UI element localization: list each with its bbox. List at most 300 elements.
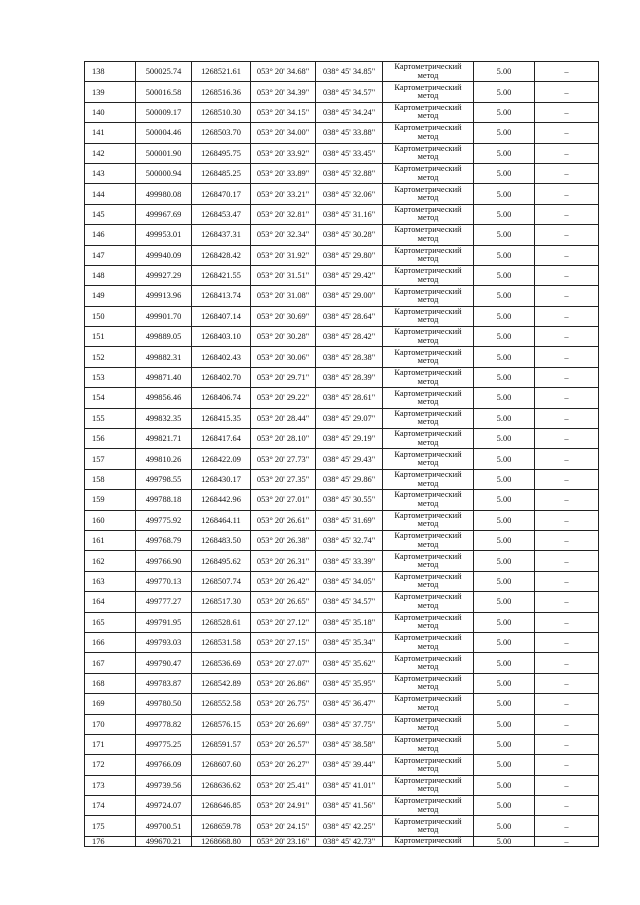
longitude-cell: 038° 45' 28.64" bbox=[316, 306, 383, 326]
y-coordinate-cell: 1268636.62 bbox=[192, 775, 251, 795]
method-label-line-2: метод bbox=[417, 478, 439, 488]
description-cell: – bbox=[535, 755, 599, 775]
description-cell: – bbox=[535, 592, 599, 612]
latitude-cell: 053° 20' 26.61" bbox=[251, 510, 316, 530]
method-label-line-1: Картометрический bbox=[394, 347, 462, 357]
error-cell: 5.00 bbox=[474, 163, 535, 183]
table-row bbox=[85, 469, 599, 489]
method-label-line-2: метод bbox=[417, 233, 439, 243]
method-label-line-1: Картометрический bbox=[394, 245, 462, 255]
method-label-line-1: Картометрический bbox=[394, 286, 462, 296]
latitude-cell: 053° 20' 26.69" bbox=[251, 714, 316, 734]
point-number-cell: 144 bbox=[85, 184, 136, 204]
x-coordinate-cell: 500001.90 bbox=[136, 143, 192, 163]
latitude-cell: 053° 20' 28.44" bbox=[251, 408, 316, 428]
y-coordinate-cell: 1268442.96 bbox=[192, 490, 251, 510]
description-cell: – bbox=[535, 734, 599, 754]
y-coordinate-cell: 1268415.35 bbox=[192, 408, 251, 428]
longitude-cell: 038° 45' 34.57" bbox=[316, 82, 383, 102]
y-coordinate-cell: 1268453.47 bbox=[192, 204, 251, 224]
error-cell: 5.00 bbox=[474, 367, 535, 387]
description-cell: – bbox=[535, 551, 599, 571]
longitude-cell: 038° 45' 29.00" bbox=[316, 286, 383, 306]
method-label-line-2: метод bbox=[417, 702, 439, 712]
method-cell bbox=[383, 469, 474, 489]
method-label-line-2: метод bbox=[417, 437, 439, 447]
table-row bbox=[85, 449, 599, 469]
y-coordinate-cell: 1268402.43 bbox=[192, 347, 251, 367]
y-coordinate-cell: 1268531.58 bbox=[192, 632, 251, 652]
method-label-line-1: Картометрический bbox=[394, 592, 462, 602]
latitude-cell: 053° 20' 27.15" bbox=[251, 632, 316, 652]
longitude-cell: 038° 45' 35.95" bbox=[316, 673, 383, 693]
error-cell: 5.00 bbox=[474, 102, 535, 122]
table-row bbox=[85, 388, 599, 408]
table-row bbox=[85, 775, 599, 795]
table-row bbox=[85, 163, 599, 183]
point-number-cell: 174 bbox=[85, 796, 136, 816]
latitude-cell: 053° 20' 34.00" bbox=[251, 123, 316, 143]
method-cell bbox=[383, 571, 474, 591]
error-cell: 5.00 bbox=[474, 143, 535, 163]
y-coordinate-cell: 1268552.58 bbox=[192, 694, 251, 714]
table-row bbox=[85, 62, 599, 82]
method-label-line-1: Картометрический bbox=[394, 755, 462, 765]
description-cell: – bbox=[535, 408, 599, 428]
method-label-line-1: Картометрический bbox=[394, 82, 462, 92]
table-row bbox=[85, 429, 599, 449]
method-label-line-1: Картометрический bbox=[394, 490, 462, 500]
x-coordinate-cell: 499700.51 bbox=[136, 816, 192, 836]
method-label-line-1: Картометрический bbox=[394, 306, 462, 316]
x-coordinate-cell: 500016.58 bbox=[136, 82, 192, 102]
error-cell: 5.00 bbox=[474, 673, 535, 693]
description-cell: – bbox=[535, 245, 599, 265]
error-cell: 5.00 bbox=[474, 469, 535, 489]
method-label-line-1: Картометрический bbox=[394, 368, 462, 378]
y-coordinate-cell: 1268536.69 bbox=[192, 653, 251, 673]
x-coordinate-cell: 499766.90 bbox=[136, 551, 192, 571]
method-label-line-1: Картометрический bbox=[394, 62, 462, 72]
table-row bbox=[85, 245, 599, 265]
method-label-line-2: метод bbox=[417, 417, 439, 427]
method-cell bbox=[383, 143, 474, 163]
description-cell: – bbox=[535, 204, 599, 224]
y-coordinate-cell: 1268510.30 bbox=[192, 102, 251, 122]
description-cell: – bbox=[535, 286, 599, 306]
point-number-cell: 161 bbox=[85, 530, 136, 550]
method-label-line-2: метод bbox=[417, 335, 439, 345]
y-coordinate-cell: 1268437.31 bbox=[192, 225, 251, 245]
method-label-line-2: метод bbox=[417, 600, 439, 610]
error-cell: 5.00 bbox=[474, 632, 535, 652]
latitude-cell: 053° 20' 26.86" bbox=[251, 673, 316, 693]
longitude-cell: 038° 45' 35.62" bbox=[316, 653, 383, 673]
point-number-cell: 142 bbox=[85, 143, 136, 163]
latitude-cell: 053° 20' 23.16" bbox=[251, 836, 316, 846]
longitude-cell: 038° 45' 34.05" bbox=[316, 571, 383, 591]
error-cell: 5.00 bbox=[474, 612, 535, 632]
method-label-line-2: метод bbox=[417, 498, 439, 508]
longitude-cell: 038° 45' 33.39" bbox=[316, 551, 383, 571]
x-coordinate-cell: 499724.07 bbox=[136, 796, 192, 816]
method-label-line-1: Картометрический bbox=[394, 816, 462, 826]
method-label-line-1: Картометрический bbox=[394, 531, 462, 541]
table-row bbox=[85, 816, 599, 836]
description-cell: – bbox=[535, 816, 599, 836]
latitude-cell: 053° 20' 32.81" bbox=[251, 204, 316, 224]
x-coordinate-cell: 499783.87 bbox=[136, 673, 192, 693]
longitude-cell: 038° 45' 33.45" bbox=[316, 143, 383, 163]
description-cell: – bbox=[535, 510, 599, 530]
error-cell: 5.00 bbox=[474, 836, 535, 846]
method-label-line-1: Картометрический bbox=[394, 694, 462, 704]
latitude-cell: 053° 20' 26.31" bbox=[251, 551, 316, 571]
description-cell: – bbox=[535, 163, 599, 183]
method-cell bbox=[383, 286, 474, 306]
table-row bbox=[85, 796, 599, 816]
method-label-line-2: метод bbox=[417, 621, 439, 631]
y-coordinate-cell: 1268422.09 bbox=[192, 449, 251, 469]
longitude-cell: 038° 45' 31.69" bbox=[316, 510, 383, 530]
y-coordinate-cell: 1268495.75 bbox=[192, 143, 251, 163]
point-number-cell: 158 bbox=[85, 469, 136, 489]
method-label-line-1: Картометрический bbox=[394, 836, 462, 845]
point-number-cell: 162 bbox=[85, 551, 136, 571]
latitude-cell: 053° 20' 30.06" bbox=[251, 347, 316, 367]
x-coordinate-cell: 499832.35 bbox=[136, 408, 192, 428]
y-coordinate-cell: 1268485.25 bbox=[192, 163, 251, 183]
point-number-cell: 166 bbox=[85, 632, 136, 652]
error-cell: 5.00 bbox=[474, 653, 535, 673]
x-coordinate-cell: 499790.47 bbox=[136, 653, 192, 673]
latitude-cell: 053° 20' 24.15" bbox=[251, 816, 316, 836]
table-row bbox=[85, 673, 599, 693]
table-row bbox=[85, 225, 599, 245]
table-row bbox=[85, 265, 599, 285]
y-coordinate-cell: 1268521.61 bbox=[192, 62, 251, 82]
table-row bbox=[85, 530, 599, 550]
x-coordinate-cell: 499901.70 bbox=[136, 306, 192, 326]
error-cell: 5.00 bbox=[474, 408, 535, 428]
table-row bbox=[85, 102, 599, 122]
y-coordinate-cell: 1268576.15 bbox=[192, 714, 251, 734]
point-number-cell: 139 bbox=[85, 82, 136, 102]
point-number-cell: 152 bbox=[85, 347, 136, 367]
method-label-line-2: метод bbox=[417, 682, 439, 692]
description-cell: – bbox=[535, 347, 599, 367]
point-number-cell: 140 bbox=[85, 102, 136, 122]
x-coordinate-cell: 499980.08 bbox=[136, 184, 192, 204]
method-label-line-1: Картометрический bbox=[394, 612, 462, 622]
method-cell bbox=[383, 225, 474, 245]
method-label-line-2: метод bbox=[417, 213, 439, 223]
x-coordinate-cell: 499775.92 bbox=[136, 510, 192, 530]
table-row bbox=[85, 694, 599, 714]
y-coordinate-cell: 1268413.74 bbox=[192, 286, 251, 306]
method-label-line-1: Картометрический bbox=[394, 653, 462, 663]
description-cell: – bbox=[535, 796, 599, 816]
method-label-line-2: метод bbox=[417, 560, 439, 570]
description-cell: – bbox=[535, 265, 599, 285]
table-row bbox=[85, 123, 599, 143]
error-cell: 5.00 bbox=[474, 286, 535, 306]
longitude-cell: 038° 45' 36.47" bbox=[316, 694, 383, 714]
method-label-line-2: метод bbox=[417, 825, 439, 835]
method-label-line-1: Картометрический bbox=[394, 184, 462, 194]
method-cell bbox=[383, 408, 474, 428]
table-row bbox=[85, 204, 599, 224]
method-label-line-2: метод bbox=[417, 641, 439, 651]
point-number-cell: 175 bbox=[85, 816, 136, 836]
table-row bbox=[85, 347, 599, 367]
latitude-cell: 053° 20' 33.89" bbox=[251, 163, 316, 183]
point-number-cell: 149 bbox=[85, 286, 136, 306]
description-cell: – bbox=[535, 673, 599, 693]
x-coordinate-cell: 499953.01 bbox=[136, 225, 192, 245]
latitude-cell: 053° 20' 27.73" bbox=[251, 449, 316, 469]
point-number-cell: 159 bbox=[85, 490, 136, 510]
latitude-cell: 053° 20' 30.69" bbox=[251, 306, 316, 326]
table-row bbox=[85, 490, 599, 510]
x-coordinate-cell: 499768.79 bbox=[136, 530, 192, 550]
table-row bbox=[85, 367, 599, 387]
longitude-cell: 038° 45' 42.73" bbox=[316, 836, 383, 846]
x-coordinate-cell: 499778.82 bbox=[136, 714, 192, 734]
x-coordinate-cell: 499913.96 bbox=[136, 286, 192, 306]
latitude-cell: 053° 20' 34.15" bbox=[251, 102, 316, 122]
latitude-cell: 053° 20' 31.51" bbox=[251, 265, 316, 285]
point-number-cell: 154 bbox=[85, 388, 136, 408]
error-cell: 5.00 bbox=[474, 265, 535, 285]
method-cell bbox=[383, 245, 474, 265]
method-label-line-1: Картометрический bbox=[394, 408, 462, 418]
method-cell bbox=[383, 82, 474, 102]
method-label-line-1: Картометрический bbox=[394, 327, 462, 337]
y-coordinate-cell: 1268464.11 bbox=[192, 510, 251, 530]
y-coordinate-cell: 1268528.61 bbox=[192, 612, 251, 632]
method-label-line-2: метод bbox=[417, 763, 439, 773]
point-number-cell: 171 bbox=[85, 734, 136, 754]
method-cell bbox=[383, 734, 474, 754]
method-cell bbox=[383, 347, 474, 367]
error-cell: 5.00 bbox=[474, 775, 535, 795]
method-label-line-1: Картометрический bbox=[394, 796, 462, 806]
latitude-cell: 053° 20' 29.71" bbox=[251, 367, 316, 387]
method-label-line-2: метод bbox=[417, 70, 439, 80]
description-cell: – bbox=[535, 775, 599, 795]
x-coordinate-cell: 499889.05 bbox=[136, 327, 192, 347]
y-coordinate-cell: 1268417.64 bbox=[192, 429, 251, 449]
description-cell: – bbox=[535, 327, 599, 347]
description-cell: – bbox=[535, 184, 599, 204]
point-number-cell: 167 bbox=[85, 653, 136, 673]
x-coordinate-cell: 499766.09 bbox=[136, 755, 192, 775]
method-label-line-1: Картометрический bbox=[394, 510, 462, 520]
description-cell: – bbox=[535, 694, 599, 714]
point-number-cell: 163 bbox=[85, 571, 136, 591]
description-cell: – bbox=[535, 102, 599, 122]
table-row bbox=[85, 755, 599, 775]
x-coordinate-cell: 499967.69 bbox=[136, 204, 192, 224]
longitude-cell: 038° 45' 32.88" bbox=[316, 163, 383, 183]
method-cell bbox=[383, 184, 474, 204]
method-cell bbox=[383, 836, 474, 846]
latitude-cell: 053° 20' 27.35" bbox=[251, 469, 316, 489]
y-coordinate-cell: 1268428.42 bbox=[192, 245, 251, 265]
longitude-cell: 038° 45' 28.61" bbox=[316, 388, 383, 408]
method-cell bbox=[383, 163, 474, 183]
longitude-cell: 038° 45' 33.88" bbox=[316, 123, 383, 143]
method-cell bbox=[383, 816, 474, 836]
x-coordinate-cell: 499798.55 bbox=[136, 469, 192, 489]
method-label-line-1: Картометрический bbox=[394, 429, 462, 439]
point-number-cell: 176 bbox=[85, 836, 136, 846]
longitude-cell: 038° 45' 34.57" bbox=[316, 592, 383, 612]
latitude-cell: 053° 20' 34.68" bbox=[251, 62, 316, 82]
point-number-cell: 157 bbox=[85, 449, 136, 469]
error-cell: 5.00 bbox=[474, 306, 535, 326]
error-cell: 5.00 bbox=[474, 449, 535, 469]
point-number-cell: 169 bbox=[85, 694, 136, 714]
x-coordinate-cell: 499739.56 bbox=[136, 775, 192, 795]
y-coordinate-cell: 1268403.10 bbox=[192, 327, 251, 347]
point-number-cell: 138 bbox=[85, 62, 136, 82]
method-label-line-2: метод bbox=[417, 315, 439, 325]
longitude-cell: 038° 45' 29.86" bbox=[316, 469, 383, 489]
y-coordinate-cell: 1268607.60 bbox=[192, 755, 251, 775]
method-label-line-1: Картометрический bbox=[394, 164, 462, 174]
longitude-cell: 038° 45' 28.39" bbox=[316, 367, 383, 387]
x-coordinate-cell: 499788.18 bbox=[136, 490, 192, 510]
table-row bbox=[85, 612, 599, 632]
latitude-cell: 053° 20' 26.65" bbox=[251, 592, 316, 612]
description-cell: – bbox=[535, 82, 599, 102]
latitude-cell: 053° 20' 26.57" bbox=[251, 734, 316, 754]
method-label-line-2: метод bbox=[417, 274, 439, 284]
point-number-cell: 143 bbox=[85, 163, 136, 183]
table-row bbox=[85, 734, 599, 754]
longitude-cell: 038° 45' 28.38" bbox=[316, 347, 383, 367]
x-coordinate-cell: 499810.26 bbox=[136, 449, 192, 469]
latitude-cell: 053° 20' 25.41" bbox=[251, 775, 316, 795]
point-number-cell: 172 bbox=[85, 755, 136, 775]
longitude-cell: 038° 45' 37.75" bbox=[316, 714, 383, 734]
table-row bbox=[85, 836, 599, 846]
latitude-cell: 053° 20' 32.34" bbox=[251, 225, 316, 245]
y-coordinate-cell: 1268495.62 bbox=[192, 551, 251, 571]
latitude-cell: 053° 20' 31.08" bbox=[251, 286, 316, 306]
error-cell: 5.00 bbox=[474, 225, 535, 245]
description-cell: – bbox=[535, 123, 599, 143]
method-cell bbox=[383, 429, 474, 449]
point-number-cell: 156 bbox=[85, 429, 136, 449]
latitude-cell: 053° 20' 34.39" bbox=[251, 82, 316, 102]
table-row bbox=[85, 327, 599, 347]
method-cell bbox=[383, 204, 474, 224]
point-number-cell: 145 bbox=[85, 204, 136, 224]
longitude-cell: 038° 45' 32.06" bbox=[316, 184, 383, 204]
error-cell: 5.00 bbox=[474, 490, 535, 510]
x-coordinate-cell: 500009.17 bbox=[136, 102, 192, 122]
method-label-line-2: метод bbox=[417, 254, 439, 264]
method-label-line-1: Картометрический bbox=[394, 714, 462, 724]
longitude-cell: 038° 45' 41.56" bbox=[316, 796, 383, 816]
x-coordinate-cell: 499821.71 bbox=[136, 429, 192, 449]
description-cell: – bbox=[535, 490, 599, 510]
point-number-cell: 173 bbox=[85, 775, 136, 795]
x-coordinate-cell: 499927.29 bbox=[136, 265, 192, 285]
longitude-cell: 038° 45' 30.55" bbox=[316, 490, 383, 510]
error-cell: 5.00 bbox=[474, 816, 535, 836]
table-row bbox=[85, 714, 599, 734]
y-coordinate-cell: 1268483.50 bbox=[192, 530, 251, 550]
y-coordinate-cell: 1268516.36 bbox=[192, 82, 251, 102]
method-label-line-1: Картометрический bbox=[394, 551, 462, 561]
y-coordinate-cell: 1268407.14 bbox=[192, 306, 251, 326]
x-coordinate-cell: 499856.46 bbox=[136, 388, 192, 408]
method-cell bbox=[383, 510, 474, 530]
y-coordinate-cell: 1268470.17 bbox=[192, 184, 251, 204]
longitude-cell: 038° 45' 30.28" bbox=[316, 225, 383, 245]
method-cell bbox=[383, 530, 474, 550]
latitude-cell: 053° 20' 27.01" bbox=[251, 490, 316, 510]
longitude-cell: 038° 45' 29.07" bbox=[316, 408, 383, 428]
latitude-cell: 053° 20' 26.42" bbox=[251, 571, 316, 591]
method-label-line-1: Картометрический bbox=[394, 572, 462, 582]
description-cell: – bbox=[535, 429, 599, 449]
y-coordinate-cell: 1268517.30 bbox=[192, 592, 251, 612]
description-cell: – bbox=[535, 225, 599, 245]
longitude-cell: 038° 45' 41.01" bbox=[316, 775, 383, 795]
description-cell: – bbox=[535, 62, 599, 82]
x-coordinate-cell: 499780.50 bbox=[136, 694, 192, 714]
method-label-line-2: метод bbox=[417, 152, 439, 162]
point-number-cell: 148 bbox=[85, 265, 136, 285]
method-label-line-2: метод bbox=[417, 111, 439, 121]
x-coordinate-cell: 500000.94 bbox=[136, 163, 192, 183]
error-cell: 5.00 bbox=[474, 796, 535, 816]
error-cell: 5.00 bbox=[474, 204, 535, 224]
method-label-line-2: метод bbox=[417, 662, 439, 672]
x-coordinate-cell: 500025.74 bbox=[136, 62, 192, 82]
method-label-line-1: Картометрический bbox=[394, 388, 462, 398]
method-label-line-2: метод bbox=[417, 294, 439, 304]
point-number-cell: 141 bbox=[85, 123, 136, 143]
table-row bbox=[85, 286, 599, 306]
description-cell: – bbox=[535, 449, 599, 469]
error-cell: 5.00 bbox=[474, 62, 535, 82]
latitude-cell: 053° 20' 27.07" bbox=[251, 653, 316, 673]
latitude-cell: 053° 20' 24.91" bbox=[251, 796, 316, 816]
description-cell: – bbox=[535, 714, 599, 734]
description-cell: – bbox=[535, 612, 599, 632]
method-label-line-2: метод bbox=[417, 131, 439, 141]
description-cell: – bbox=[535, 388, 599, 408]
method-cell bbox=[383, 673, 474, 693]
x-coordinate-cell: 499871.40 bbox=[136, 367, 192, 387]
table-row bbox=[85, 184, 599, 204]
latitude-cell: 053° 20' 29.22" bbox=[251, 388, 316, 408]
latitude-cell: 053° 20' 27.12" bbox=[251, 612, 316, 632]
x-coordinate-cell: 499791.95 bbox=[136, 612, 192, 632]
method-cell bbox=[383, 694, 474, 714]
longitude-cell: 038° 45' 38.58" bbox=[316, 734, 383, 754]
method-label-line-1: Картометрический bbox=[394, 205, 462, 215]
latitude-cell: 053° 20' 26.27" bbox=[251, 755, 316, 775]
y-coordinate-cell: 1268591.57 bbox=[192, 734, 251, 754]
table-row bbox=[85, 143, 599, 163]
